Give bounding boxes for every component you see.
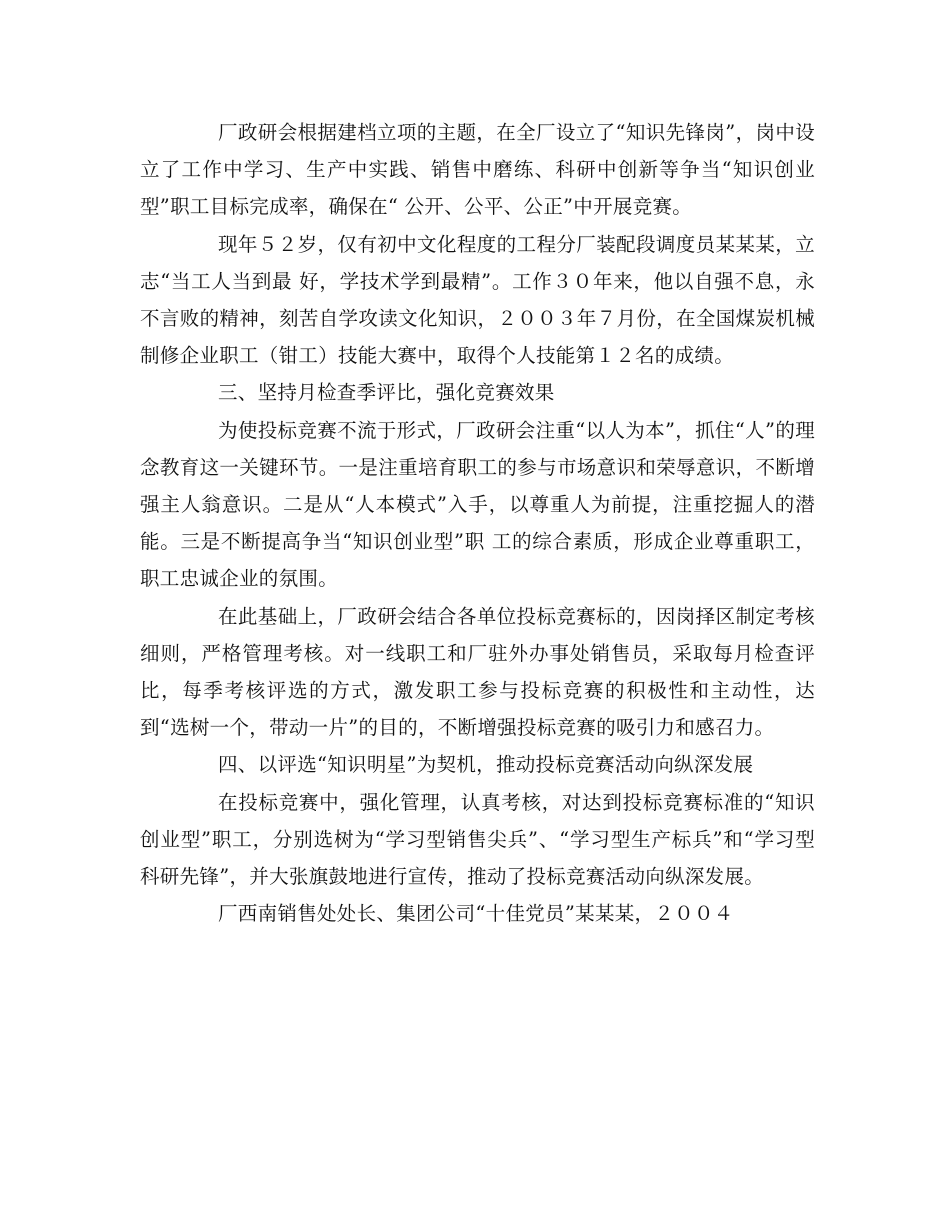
section-heading-4: 四、以评选“知识明星”为契机，推动投标竞赛活动向纵深发展 — [218, 753, 754, 777]
paragraph-people-oriented: 为使投标竞赛不流于形式，厂政研会注重“以人为本”，抓住“人”的理念教育这一关键环节。一是注重培育职工的参与市场意识和荣辱意识，不断增强主人翁意识。二是从“人本模式”入手，以尊重人为前提，注重挖掘人的潜能。三是不断提高争当“知识创业型”职 工的综合素质，形成企业尊重职工，职工忠诚企业的氛围。 — [140, 418, 815, 591]
paragraph-dispatcher-profile: 现年５２岁，仅有初中文化程度的工程分厂装配段调度员某某某，立志“当工人当到最 好，学技术学到最精”。工作３０年来，他以自强不息，永不言败的精神，刻苦自学攻读文化知识，２００３年７月份，在全国煤炭机械制修企业职工（钳工）技能大赛中，取得个人技能第１２名的成绩。 — [140, 232, 815, 368]
paragraph-knowledge-stars: 在投标竞赛中，强化管理，认真考核，对达到投标竞赛标准的“知识创业型”职工，分别选树为“学习型销售尖兵”、“学习型生产标兵”和“学习型科研先锋”，并大张旗鼓地进行宣传，推动了投标竞赛活动向纵深发展。 — [140, 790, 815, 889]
paragraph-southwest-sales: 厂西南销售处处长、集团公司“十佳党员”某某某，２００４ — [218, 902, 734, 926]
section-heading-3: 三、坚持月检查季评比，强化竞赛效果 — [218, 381, 555, 405]
paragraph-assessment-rules: 在此基础上，厂政研会结合各单位投标竞赛标的，因岗择区制定考核细则，严格管理考核。对一线职工和厂驻外办事处销售员，采取每月检查评比，每季考核评选的方式，激发职工参与投标竞赛的积极性和主动性，达到“选树一个，带动一片”的目的，不断增强投标竞赛的吸引力和感召力。 — [140, 604, 815, 740]
document-body — [140, 114, 815, 932]
paragraph-knowledge-pioneer-post: 厂政研会根据建档立项的主题，在全厂设立了“知识先锋岗”，岗中设立了工作中学习、生产中实践、销售中磨练、科研中创新等争当“知识创业型”职工目标完成率，确保在“ 公开、公平、公正”中开展竞赛。 — [140, 121, 815, 219]
